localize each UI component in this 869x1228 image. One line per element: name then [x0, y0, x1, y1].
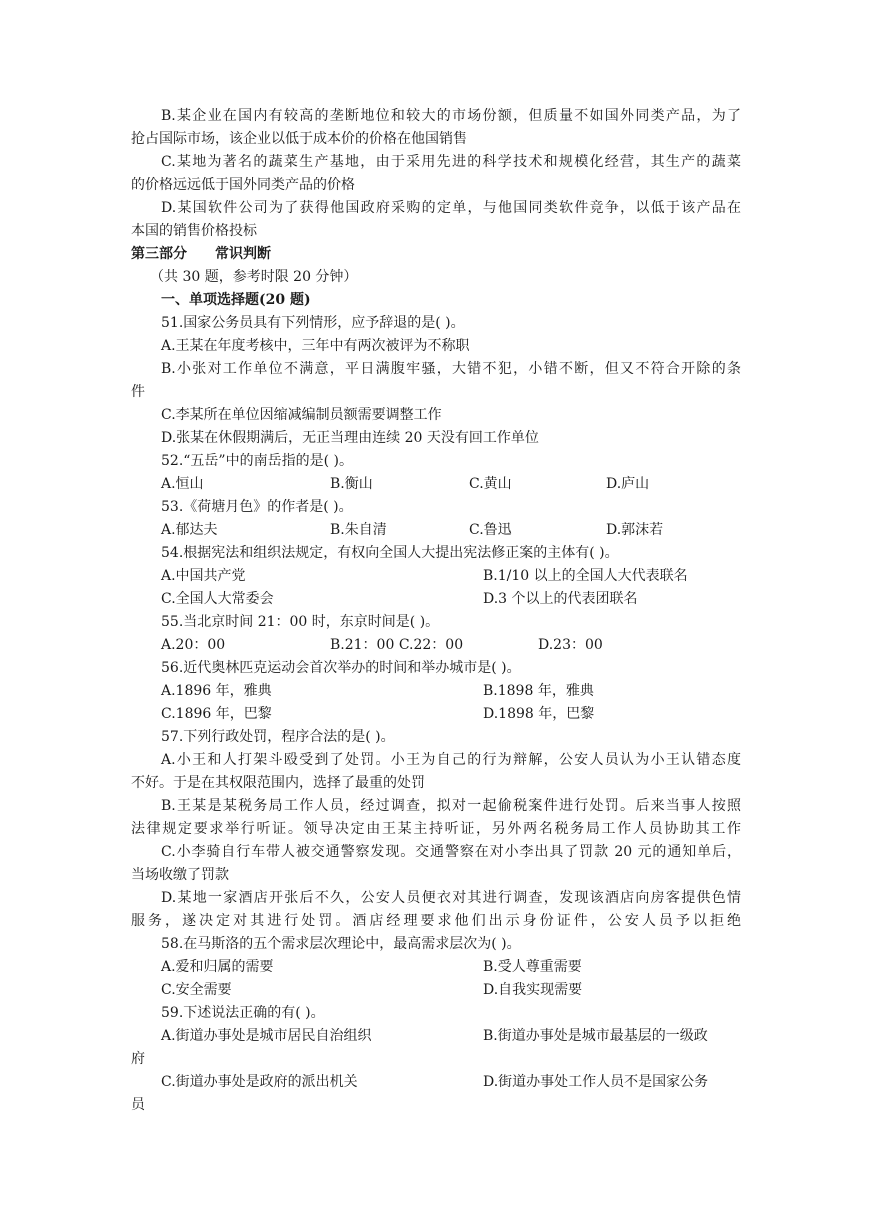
q57-option-b-line1: B.王某是某税务局工作人员，经过调查，拟对一起偷税案件进行处罚。后来当事人按照 — [161, 798, 741, 814]
q58-option-b: B.受人尊重需要 — [483, 959, 582, 975]
q59-option-b-wrap: 府 — [131, 1051, 145, 1067]
part3-note: （共 30 题，参考时限 20 分钟） — [150, 269, 358, 285]
q59-option-b: B.街道办事处是城市最基层的一级政 — [483, 1028, 708, 1044]
q57-option-a-line1: A.小王和人打架斗殴受到了处罚。小王为自己的行为辩解，公安人员认为小王认错态度 — [161, 752, 741, 768]
q51-option-a: A.王某在年度考核中，三年中有两次被评为不称职 — [161, 338, 470, 354]
prev-option-c-line2: 的价格远远低于国外同类产品的价格 — [131, 177, 355, 193]
q56-option-d: D.1898 年，巴黎 — [483, 706, 595, 722]
q53-option-a: A.郁达夫 — [161, 522, 218, 538]
prev-option-d-line1: D.某国软件公司为了获得他国政府采购的定单，与他国同类软件竞争，以低于该产品在 — [161, 200, 741, 216]
q52-option-b: B.衡山 — [330, 476, 373, 492]
q57-option-a-line2: 不好。于是在其权限范围内，选择了最重的处罚 — [131, 775, 425, 791]
q57-stem: 57.下列行政处罚，程序合法的是( )。 — [161, 729, 395, 745]
q59-option-d: D.街道办事处工作人员不是国家公务 — [483, 1074, 709, 1090]
q57-option-b-line2: 法律规定要求举行听证。领导决定由王某主持听证，另外两名税务局工作人员协助其工作 — [131, 821, 741, 837]
q55-stem: 55.当北京时间 21：00 时，东京时间是( )。 — [161, 614, 440, 630]
q54-option-d: D.3 个以上的代表团联名 — [483, 591, 638, 607]
q59-option-c: C.街道办事处是政府的派出机关 — [161, 1074, 358, 1090]
q54-option-a: A.中国共产党 — [161, 568, 246, 584]
q57-option-c-line2: 当场收缴了罚款 — [131, 867, 229, 883]
q59-option-d-wrap: 员 — [131, 1097, 145, 1113]
q59-option-a: A.街道办事处是城市居民自治组织 — [161, 1028, 372, 1044]
part3-title: 第三部分 常识判断 — [131, 246, 271, 262]
q55-option-a: A.20：00 — [161, 637, 226, 653]
q57-option-d-line1: D.某地一家酒店开张后不久，公安人员便衣对其进行调查，发现该酒店向房客提供色情 — [161, 890, 741, 906]
q53-option-c: C.鲁迅 — [469, 522, 512, 538]
prev-option-b-line2: 抢占国际市场，该企业以低于成本价的价格在他国销售 — [131, 131, 467, 147]
q54-option-c: C.全国人大常委会 — [161, 591, 274, 607]
q53-option-b: B.朱自清 — [330, 522, 387, 538]
q51-option-b-line1: B.小张对工作单位不满意，平日满腹牢骚，大错不犯，小错不断，但又不符合开除的条 — [161, 361, 741, 377]
q53-stem: 53.《荷塘月色》的作者是( )。 — [161, 499, 353, 515]
q53-option-d: D.郭沫若 — [606, 522, 664, 538]
q57-option-c-line1: C.小李骑自行车带人被交通警察发现。交通警察在对小李出具了罚款 20 元的通知单后， — [161, 844, 741, 860]
q55-option-bc: B.21：00 C.22：00 — [330, 637, 464, 653]
q52-stem: 52.“五岳”中的南岳指的是( )。 — [161, 453, 353, 469]
q54-option-b: B.1/10 以上的全国人大代表联名 — [483, 568, 688, 584]
q58-option-d: D.自我实现需要 — [483, 982, 583, 998]
q59-stem: 59.下述说法正确的有( )。 — [161, 1005, 325, 1021]
q56-option-a: A.1896 年，雅典 — [161, 683, 272, 699]
q55-option-d: D.23：00 — [538, 637, 603, 653]
q52-option-a: A.恒山 — [161, 476, 204, 492]
q51-option-c: C.李某所在单位因缩减编制员额需要调整工作 — [161, 407, 442, 423]
q52-option-c: C.黄山 — [469, 476, 512, 492]
prev-option-b-line1: B.某企业在国内有较高的垄断地位和较大的市场份额，但质量不如国外同类产品，为了 — [161, 108, 741, 124]
prev-option-c-line1: C.某地为著名的蔬菜生产基地，由于采用先进的科学技术和规模化经营，其生产的蔬菜 — [161, 154, 741, 170]
q51-option-d: D.张某在休假期满后，无正当理由连续 20 天没有回工作单位 — [161, 430, 539, 446]
q51-option-b-line2: 件 — [131, 384, 145, 400]
q51-stem: 51.国家公务员具有下列情形，应予辞退的是( )。 — [161, 315, 465, 331]
q52-option-d: D.庐山 — [606, 476, 650, 492]
q58-stem: 58.在马斯洛的五个需求层次理论中，最高需求层次为( )。 — [161, 936, 521, 952]
prev-option-d-line2: 本国的销售价格投标 — [131, 223, 257, 239]
q58-option-c: C.安全需要 — [161, 982, 232, 998]
q57-option-d-line2: 服务，遂决定对其进行处罚。酒店经理要求他们出示身份证件，公安人员予以拒绝 — [131, 913, 741, 929]
q56-option-c: C.1896 年，巴黎 — [161, 706, 272, 722]
q56-option-b: B.1898 年，雅典 — [483, 683, 594, 699]
q58-option-a: A.爱和归属的需要 — [161, 959, 274, 975]
q56-stem: 56.近代奥林匹克运动会首次举办的时间和举办城市是( )。 — [161, 660, 521, 676]
q54-stem: 54.根据宪法和组织法规定，有权向全国人大提出宪法修正案的主体有( )。 — [161, 545, 619, 561]
part3-subheading: 一、单项选择题(20 题) — [161, 292, 311, 308]
